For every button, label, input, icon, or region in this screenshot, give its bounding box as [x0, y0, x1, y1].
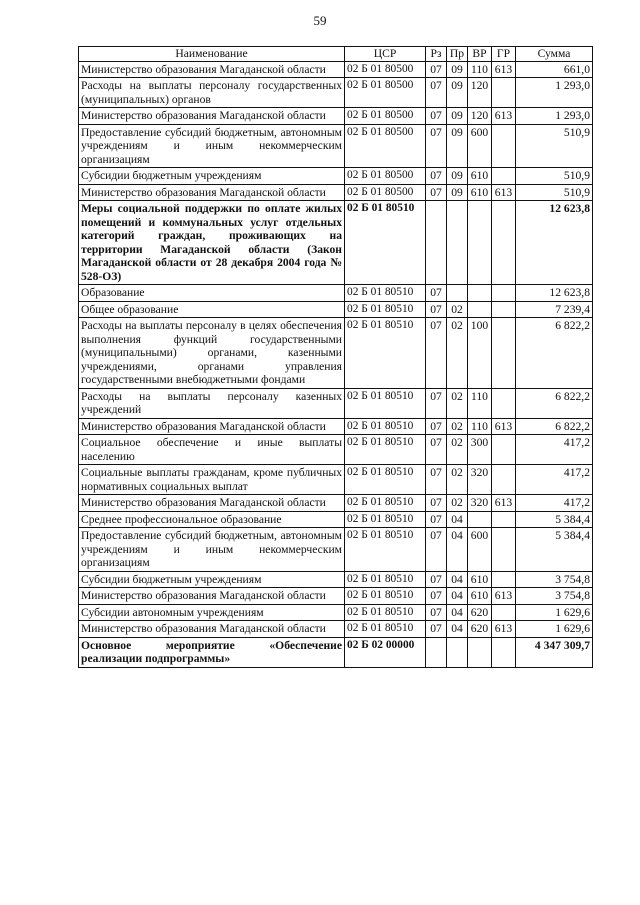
cell-gr: 613 — [492, 588, 516, 605]
table-row — [79, 318, 593, 389]
cell-rz: 07 — [426, 301, 447, 318]
cell-csr: 02 Б 01 80510 — [345, 465, 426, 495]
cell-gr: 613 — [492, 184, 516, 201]
table-row — [79, 301, 593, 318]
cell-vr: 620 — [468, 604, 492, 621]
cell-csr: 02 Б 01 80510 — [345, 511, 426, 528]
cell-pr: 04 — [447, 511, 468, 528]
cell-rz: 07 — [426, 108, 447, 125]
cell-pr — [447, 285, 468, 302]
cell-sum: 4 347 309,7 — [516, 637, 593, 667]
table-row — [79, 571, 593, 588]
cell-csr: 02 Б 01 80510 — [345, 588, 426, 605]
table-row — [79, 124, 593, 168]
cell-vr: 610 — [468, 571, 492, 588]
header-vr: ВР — [468, 47, 492, 62]
cell-csr: 02 Б 01 80500 — [345, 168, 426, 185]
cell-gr — [492, 201, 516, 285]
cell-pr: 04 — [447, 621, 468, 638]
cell-vr: 320 — [468, 495, 492, 512]
cell-csr: 02 Б 01 80500 — [345, 124, 426, 168]
cell-sum: 510,9 — [516, 184, 593, 201]
cell-vr: 620 — [468, 621, 492, 638]
table-row — [79, 588, 593, 605]
cell-sum: 5 384,4 — [516, 528, 593, 572]
cell-name: Расходы на выплаты персоналу в целях обеспечения выполнения функций государственными (муниципальными) органами, казенными учреждениями, органами управления государственными внебюджетными фондами — [79, 318, 345, 389]
cell-pr: 09 — [447, 124, 468, 168]
table-row — [79, 285, 593, 302]
cell-name: Субсидии бюджетным учреждениям — [79, 168, 345, 185]
cell-name: Министерство образования Магаданской области — [79, 418, 345, 435]
cell-pr: 02 — [447, 465, 468, 495]
cell-name: Образование — [79, 285, 345, 302]
table-row — [79, 418, 593, 435]
cell-gr — [492, 604, 516, 621]
table-row — [79, 108, 593, 125]
cell-name: Субсидии автономным учреждениям — [79, 604, 345, 621]
cell-csr: 02 Б 01 80510 — [345, 418, 426, 435]
cell-pr: 02 — [447, 318, 468, 389]
cell-sum: 417,2 — [516, 435, 593, 465]
cell-pr — [447, 637, 468, 667]
table-row — [79, 201, 593, 285]
table-row — [79, 78, 593, 108]
cell-csr: 02 Б 01 80500 — [345, 61, 426, 78]
cell-sum: 510,9 — [516, 124, 593, 168]
cell-rz: 07 — [426, 78, 447, 108]
cell-gr: 613 — [492, 61, 516, 78]
cell-name: Предоставление субсидий бюджетным, автономным учреждениям и иным некоммерческим организациям — [79, 528, 345, 572]
cell-rz: 07 — [426, 388, 447, 418]
cell-gr — [492, 78, 516, 108]
table-row — [79, 184, 593, 201]
cell-rz: 07 — [426, 168, 447, 185]
cell-gr: 613 — [492, 418, 516, 435]
cell-sum: 3 754,8 — [516, 588, 593, 605]
cell-pr: 04 — [447, 571, 468, 588]
cell-sum: 7 239,4 — [516, 301, 593, 318]
cell-vr: 120 — [468, 108, 492, 125]
cell-sum: 1 629,6 — [516, 604, 593, 621]
table-row — [79, 637, 593, 667]
cell-gr: 613 — [492, 108, 516, 125]
cell-pr: 02 — [447, 418, 468, 435]
cell-sum: 417,2 — [516, 465, 593, 495]
header-csr: ЦСР — [345, 47, 426, 62]
table-body — [79, 61, 593, 667]
header-gr: ГР — [492, 47, 516, 62]
cell-sum: 6 822,2 — [516, 318, 593, 389]
cell-gr — [492, 571, 516, 588]
header-sum: Сумма — [516, 47, 593, 62]
table-row — [79, 61, 593, 78]
cell-pr: 02 — [447, 435, 468, 465]
cell-rz: 07 — [426, 571, 447, 588]
cell-rz: 07 — [426, 318, 447, 389]
cell-sum: 1 293,0 — [516, 108, 593, 125]
cell-vr: 610 — [468, 588, 492, 605]
table-row — [79, 435, 593, 465]
table-row — [79, 511, 593, 528]
cell-pr: 09 — [447, 78, 468, 108]
cell-rz: 07 — [426, 285, 447, 302]
cell-rz — [426, 637, 447, 667]
cell-gr — [492, 301, 516, 318]
cell-gr — [492, 388, 516, 418]
cell-vr — [468, 301, 492, 318]
cell-pr: 04 — [447, 604, 468, 621]
cell-sum: 417,2 — [516, 495, 593, 512]
header-row — [79, 47, 593, 62]
cell-name: Среднее профессиональное образование — [79, 511, 345, 528]
cell-gr: 613 — [492, 621, 516, 638]
cell-pr — [447, 201, 468, 285]
cell-csr: 02 Б 01 80510 — [345, 621, 426, 638]
cell-vr: 600 — [468, 124, 492, 168]
cell-vr: 110 — [468, 388, 492, 418]
cell-csr: 02 Б 01 80500 — [345, 108, 426, 125]
cell-rz: 07 — [426, 124, 447, 168]
cell-sum: 6 822,2 — [516, 418, 593, 435]
page-number: 59 — [313, 13, 327, 28]
header-rz: Рз — [426, 47, 447, 62]
cell-sum: 3 754,8 — [516, 571, 593, 588]
cell-name: Министерство образования Магаданской области — [79, 61, 345, 78]
cell-csr: 02 Б 01 80510 — [345, 301, 426, 318]
cell-gr — [492, 528, 516, 572]
header-pr: Пр — [447, 47, 468, 62]
cell-name: Министерство образования Магаданской области — [79, 108, 345, 125]
table-row — [79, 495, 593, 512]
cell-name: Министерство образования Магаданской области — [79, 184, 345, 201]
cell-name: Расходы на выплаты персоналу казенных учреждений — [79, 388, 345, 418]
cell-sum: 6 822,2 — [516, 388, 593, 418]
cell-vr: 120 — [468, 78, 492, 108]
cell-rz: 07 — [426, 528, 447, 572]
cell-csr: 02 Б 01 80510 — [345, 571, 426, 588]
cell-vr — [468, 201, 492, 285]
cell-gr — [492, 318, 516, 389]
cell-csr: 02 Б 01 80510 — [345, 604, 426, 621]
cell-vr: 110 — [468, 418, 492, 435]
cell-rz: 07 — [426, 511, 447, 528]
cell-vr — [468, 637, 492, 667]
cell-csr: 02 Б 01 80500 — [345, 184, 426, 201]
cell-csr: 02 Б 01 80510 — [345, 201, 426, 285]
cell-pr: 02 — [447, 495, 468, 512]
cell-pr: 04 — [447, 528, 468, 572]
cell-vr: 100 — [468, 318, 492, 389]
cell-name: Расходы на выплаты персоналу государственных (муниципальных) органов — [79, 78, 345, 108]
table-row — [79, 465, 593, 495]
cell-name: Социальные выплаты гражданам, кроме публичных нормативных социальных выплат — [79, 465, 345, 495]
cell-sum: 1 293,0 — [516, 78, 593, 108]
cell-sum: 1 629,6 — [516, 621, 593, 638]
cell-pr: 02 — [447, 388, 468, 418]
cell-csr: 02 Б 01 80510 — [345, 388, 426, 418]
cell-vr: 610 — [468, 184, 492, 201]
table-row — [79, 528, 593, 572]
cell-csr: 02 Б 01 80510 — [345, 495, 426, 512]
cell-csr: 02 Б 02 00000 — [345, 637, 426, 667]
cell-gr — [492, 465, 516, 495]
cell-name: Общее образование — [79, 301, 345, 318]
table-row — [79, 168, 593, 185]
cell-vr — [468, 285, 492, 302]
cell-rz: 07 — [426, 588, 447, 605]
cell-gr: 613 — [492, 495, 516, 512]
cell-pr: 04 — [447, 588, 468, 605]
cell-csr: 02 Б 01 80500 — [345, 78, 426, 108]
cell-gr — [492, 637, 516, 667]
cell-gr — [492, 124, 516, 168]
cell-vr: 610 — [468, 168, 492, 185]
cell-rz — [426, 201, 447, 285]
cell-name: Основное мероприятие «Обеспечение реализации подпрограммы» — [79, 637, 345, 667]
cell-pr: 09 — [447, 108, 468, 125]
cell-pr: 09 — [447, 168, 468, 185]
cell-csr: 02 Б 01 80510 — [345, 318, 426, 389]
cell-pr: 09 — [447, 184, 468, 201]
cell-sum: 5 384,4 — [516, 511, 593, 528]
cell-rz: 07 — [426, 495, 447, 512]
cell-gr — [492, 285, 516, 302]
cell-vr — [468, 511, 492, 528]
cell-name: Предоставление субсидий бюджетным, автономным учреждениям и иным некоммерческим организациям — [79, 124, 345, 168]
cell-rz: 07 — [426, 418, 447, 435]
cell-rz: 07 — [426, 604, 447, 621]
cell-rz: 07 — [426, 435, 447, 465]
cell-vr: 110 — [468, 61, 492, 78]
header-name: Наименование — [79, 47, 345, 62]
cell-name: Министерство образования Магаданской области — [79, 495, 345, 512]
table-header — [79, 47, 593, 62]
cell-rz: 07 — [426, 621, 447, 638]
table-row — [79, 388, 593, 418]
budget-table — [78, 46, 593, 668]
cell-csr: 02 Б 01 80510 — [345, 285, 426, 302]
cell-csr: 02 Б 01 80510 — [345, 435, 426, 465]
cell-vr: 600 — [468, 528, 492, 572]
cell-name: Министерство образования Магаданской области — [79, 588, 345, 605]
table-row — [79, 621, 593, 638]
cell-sum: 12 623,8 — [516, 201, 593, 285]
cell-csr: 02 Б 01 80510 — [345, 528, 426, 572]
cell-rz: 07 — [426, 465, 447, 495]
cell-name: Меры социальной поддержки по оплате жилых помещений и коммунальных услуг отдельных категорий граждан, проживающих на территории Магаданской области (Закон Магаданской области от 28 декабря 2004 года № 528-ОЗ) — [79, 201, 345, 285]
cell-rz: 07 — [426, 184, 447, 201]
cell-rz: 07 — [426, 61, 447, 78]
cell-gr — [492, 435, 516, 465]
cell-gr — [492, 168, 516, 185]
cell-name: Субсидии бюджетным учреждениям — [79, 571, 345, 588]
cell-vr: 320 — [468, 465, 492, 495]
cell-pr: 02 — [447, 301, 468, 318]
cell-name: Министерство образования Магаданской области — [79, 621, 345, 638]
table-row — [79, 604, 593, 621]
cell-name: Социальное обеспечение и иные выплаты населению — [79, 435, 345, 465]
cell-pr: 09 — [447, 61, 468, 78]
cell-sum: 661,0 — [516, 61, 593, 78]
cell-gr — [492, 511, 516, 528]
cell-sum: 12 623,8 — [516, 285, 593, 302]
cell-sum: 510,9 — [516, 168, 593, 185]
cell-vr: 300 — [468, 435, 492, 465]
